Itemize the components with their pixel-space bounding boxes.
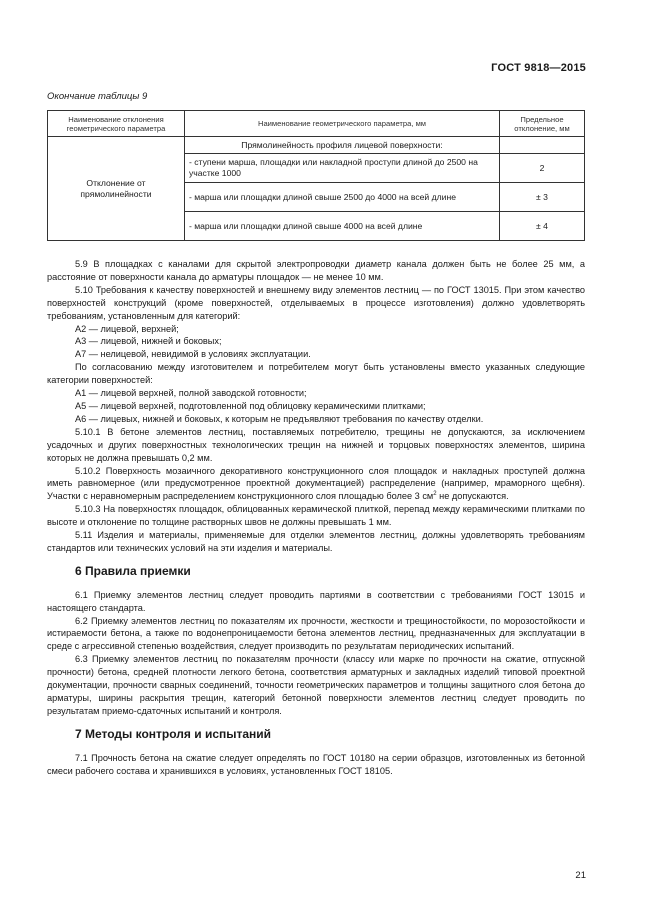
section-7-heading: 7 Методы контроля и испытаний [75, 726, 272, 741]
paragraph-7-1: 7.1 Прочность бетона на сжатие следует определять по ГОСТ 10180 на серии образцов, изготовленных из бетонной смеси рабочего состава и хранившихся в условиях, установленных ГОСТ 18105. [47, 752, 585, 776]
header-parameter-name: Наименование геометрического параметра, мм [185, 111, 500, 137]
category-a3: А3 — лицевой, нижней и боковых; [75, 336, 222, 347]
paragraph-5-11: 5.11 Изделия и материалы, применяемые для отделки элементов лестниц, должны удовлетворять требованиям стандартов или технических условий на эти изделия и материалы. [47, 530, 585, 553]
paragraph-6-1: 6.1 Приемку элементов лестниц следует проводить партиями в соответствии с требованиями ГОСТ 13015 и настоящего стандарта. [47, 589, 585, 613]
parameter-cell: - ступени марша, площадки или накладной проступи длиной до 2500 на участке 1000 [185, 154, 500, 183]
category-a7: А7 — нелицевой, невидимой в условиях эксплуатации. [75, 349, 311, 360]
value-cell: ± 4 [500, 212, 585, 241]
parameter-cell: - марша или площадки длиной свыше 4000 на всей длине [185, 212, 500, 241]
parameter-cell: - марша или площадки длиной свыше 2500 до 4000 на всей длине [185, 183, 500, 212]
paragraph-5-10-2-text: 5.10.2 Поверхность мозаичного декоративного конструкционного слоя площадок и накладных проступей должна иметь равномерное (или предусмотренное проектной документацией) распределение (например, мраморного щебня). Участки с неравномерным распределением конструкционного слоя площадью более 3 см [47, 465, 585, 502]
value-cell: ± 3 [500, 183, 585, 212]
paragraph-6-3: 6.3 Приемку элементов лестниц по показателям прочности (классу или марке по прочности на сжатие, отпускной прочности) бетона, средней плотности легкого бетона, соответствия арматурных и закладных изделий типовой проектной документации, прочности сварных соединений, точности геометрических параметров и толщины защитного слоя бетона до арматуры, ширины раскрытия трещин, категорий бетонной поверхности элементов лестниц следует проводить по результатам приемо-сдаточных испытаний и контроля. [47, 654, 585, 716]
document-id: ГОСТ 9818—2015 [491, 62, 586, 74]
paragraph-5-9: 5.9 В площадках с каналами для скрытой электропроводки диаметр канала должен быть не более 25 мм, а расстояние от поверхности канала до арматуры площадок — не менее 10 мм. [47, 259, 585, 282]
header-limit-deviation: Предельное отклонение, мм [500, 111, 585, 137]
deviation-name-cell: Отклонение от прямолинейности [48, 137, 185, 241]
paragraph-agreement: По согласованию между изготовителем и потребителем могут быть установлены вместо указанных следующие категории поверхностей: [47, 362, 585, 386]
superscript-2: 2 [433, 491, 437, 498]
paragraph-5-10-3: 5.10.3 На поверхностях площадок, облицованных керамической плиткой, перепад между керамическими плитками по высоте и отклонение по толщине растворных швов не должны превышать 1 мм. [47, 504, 585, 528]
page-number: 21 [575, 870, 586, 881]
category-a5: А5 — лицевой верхней, подготовленной под облицовку керамическими плитками; [75, 400, 426, 411]
empty-value-cell [500, 137, 585, 154]
category-a1: А1 — лицевой верхней, полной заводской готовности; [75, 388, 307, 399]
category-a6: А6 — лицевых, нижней и боковых, к которым не предъявляют требования по качеству отделки. [75, 413, 484, 424]
table-9 [47, 110, 585, 241]
paragraph-5-10-2-tail: не допускаются. [436, 491, 509, 502]
paragraph-5-10: 5.10 Требования к качеству поверхностей и внешнему виду элементов лестниц — по ГОСТ 13015. При этом качество поверхностей конструкций (кроме поверхностей, отделываемых в процессе изготовления) должно удовлетворять требованиям, установленным для категорий: [47, 284, 585, 321]
paragraph-5-10-2 [47, 465, 585, 504]
paragraph-6-2: 6.2 Приемку элементов лестниц по показателям их прочности, жесткости и трещиностойкости, по морозостойкости и истираемости бетона, а также по водонепроницаемости бетона элементов лестниц, предназначенных для эксплуатации в среде с агрессивной степенью воздействия, следует производить по результатам периодических испытаний. [47, 615, 585, 652]
table-row [48, 137, 585, 154]
section-6-heading: 6 Правила приемки [75, 563, 191, 578]
value-cell: 2 [500, 154, 585, 183]
table-header-row [48, 111, 585, 137]
paragraph-5-10-1: 5.10.1 В бетоне элементов лестниц, поставляемых потребителю, трещины не допускаются, за исключением усадочных и других поверхностных технологических трещин на нижней и торцовых поверхностях элементов, ширина которых не должна превышать 0,2 мм. [47, 426, 585, 463]
table-caption: Окончание таблицы 9 [47, 91, 148, 102]
category-a2: А2 — лицевой, верхней; [75, 323, 179, 334]
subheader-cell: Прямолинейность профиля лицевой поверхности: [185, 137, 500, 154]
header-deviation-name: Наименование отклонения геометрического параметра [48, 111, 185, 137]
document-body [47, 258, 585, 778]
